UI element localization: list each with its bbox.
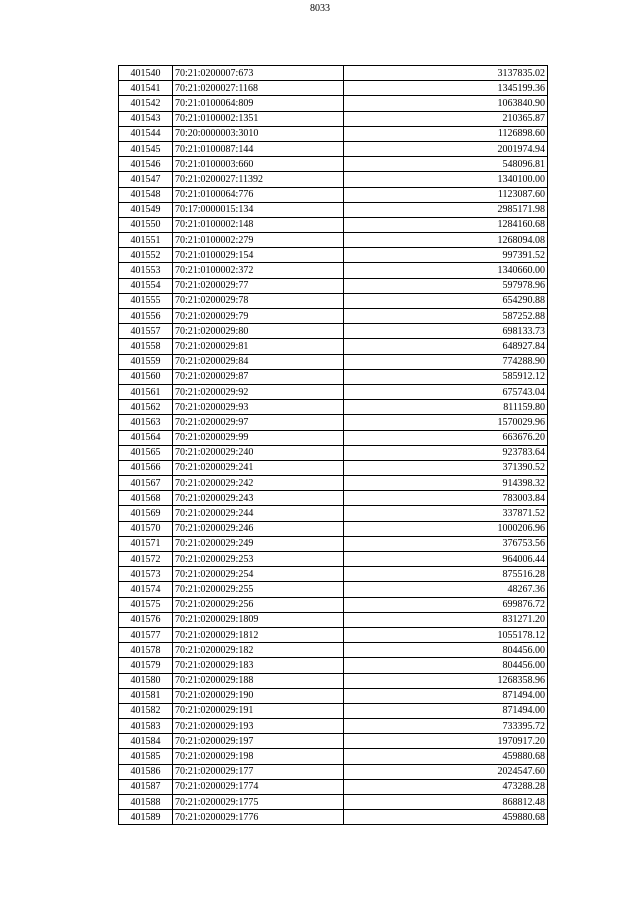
row-number-cell: 401576 xyxy=(119,612,173,627)
table-row xyxy=(119,749,548,764)
cadastral-code-cell: 70:21:0100002:279 xyxy=(173,233,344,248)
table-row xyxy=(119,233,548,248)
table-row xyxy=(119,643,548,658)
table-row xyxy=(119,612,548,627)
table-row xyxy=(119,248,548,263)
row-number-cell: 401588 xyxy=(119,795,173,810)
value-cell: 459880.68 xyxy=(344,749,548,764)
table-row xyxy=(119,536,548,551)
table-row xyxy=(119,369,548,384)
value-cell: 597978.96 xyxy=(344,278,548,293)
value-cell: 1126898.60 xyxy=(344,126,548,141)
cadastral-code-cell: 70:21:0200029:177 xyxy=(173,764,344,779)
cadastral-code-cell: 70:21:0200029:183 xyxy=(173,658,344,673)
value-cell: 376753.56 xyxy=(344,536,548,551)
cadastral-code-cell: 70:21:0200029:1775 xyxy=(173,795,344,810)
cadastral-code-cell: 70:21:0200029:240 xyxy=(173,445,344,460)
row-number-cell: 401552 xyxy=(119,248,173,263)
row-number-cell: 401582 xyxy=(119,703,173,718)
table-row xyxy=(119,141,548,156)
table-row xyxy=(119,597,548,612)
value-cell: 733395.72 xyxy=(344,719,548,734)
row-number-cell: 401565 xyxy=(119,445,173,460)
cadastral-code-cell: 70:21:0200029:256 xyxy=(173,597,344,612)
row-number-cell: 401563 xyxy=(119,415,173,430)
value-cell: 663676.20 xyxy=(344,430,548,445)
table-row xyxy=(119,567,548,582)
value-cell: 1340660.00 xyxy=(344,263,548,278)
table-row xyxy=(119,506,548,521)
table-row xyxy=(119,400,548,415)
cadastral-code-cell: 70:21:0200027:1168 xyxy=(173,81,344,96)
cadastral-code-cell: 70:21:0200029:92 xyxy=(173,384,344,399)
row-number-cell: 401561 xyxy=(119,384,173,399)
table-row xyxy=(119,658,548,673)
table-row xyxy=(119,491,548,506)
table-row xyxy=(119,293,548,308)
row-number-cell: 401583 xyxy=(119,719,173,734)
row-number-cell: 401581 xyxy=(119,688,173,703)
cadastral-code-cell: 70:21:0100002:1351 xyxy=(173,111,344,126)
cadastral-code-cell: 70:21:0200029:244 xyxy=(173,506,344,521)
cadastral-code-cell: 70:21:0200029:1812 xyxy=(173,627,344,642)
table-row xyxy=(119,217,548,232)
cadastral-code-cell: 70:21:0200029:80 xyxy=(173,324,344,339)
table-row xyxy=(119,126,548,141)
cadastral-code-cell: 70:21:0200029:255 xyxy=(173,582,344,597)
value-cell: 2024547.60 xyxy=(344,764,548,779)
row-number-cell: 401542 xyxy=(119,96,173,111)
value-cell: 871494.00 xyxy=(344,688,548,703)
cadastral-code-cell: 70:21:0200029:77 xyxy=(173,278,344,293)
table-row xyxy=(119,688,548,703)
table-row xyxy=(119,521,548,536)
value-cell: 868812.48 xyxy=(344,795,548,810)
table-row xyxy=(119,779,548,794)
cadastral-code-cell: 70:21:0100029:154 xyxy=(173,248,344,263)
cadastral-code-cell: 70:21:0200029:254 xyxy=(173,567,344,582)
row-number-cell: 401560 xyxy=(119,369,173,384)
row-number-cell: 401540 xyxy=(119,66,173,81)
value-cell: 1055178.12 xyxy=(344,627,548,642)
cadastral-code-cell: 70:21:0200027:11392 xyxy=(173,172,344,187)
row-number-cell: 401575 xyxy=(119,597,173,612)
cadastral-code-cell: 70:21:0200029:253 xyxy=(173,552,344,567)
value-cell: 875516.28 xyxy=(344,567,548,582)
cadastral-code-cell: 70:21:0100002:372 xyxy=(173,263,344,278)
cadastral-code-cell: 70:21:0200029:1776 xyxy=(173,810,344,825)
table-row xyxy=(119,187,548,202)
value-cell: 804456.00 xyxy=(344,643,548,658)
value-cell: 774288.90 xyxy=(344,354,548,369)
table-row xyxy=(119,309,548,324)
value-cell: 1268094.08 xyxy=(344,233,548,248)
value-cell: 1345199.36 xyxy=(344,81,548,96)
row-number-cell: 401571 xyxy=(119,536,173,551)
value-cell: 473288.28 xyxy=(344,779,548,794)
value-cell: 3137835.02 xyxy=(344,66,548,81)
cadastral-code-cell: 70:21:0200029:1809 xyxy=(173,612,344,627)
row-number-cell: 401559 xyxy=(119,354,173,369)
row-number-cell: 401553 xyxy=(119,263,173,278)
row-number-cell: 401567 xyxy=(119,476,173,491)
row-number-cell: 401541 xyxy=(119,81,173,96)
row-number-cell: 401574 xyxy=(119,582,173,597)
row-number-cell: 401546 xyxy=(119,157,173,172)
row-number-cell: 401578 xyxy=(119,643,173,658)
table-body xyxy=(119,66,548,825)
row-number-cell: 401557 xyxy=(119,324,173,339)
value-cell: 337871.52 xyxy=(344,506,548,521)
value-cell: 48267.36 xyxy=(344,582,548,597)
table-row xyxy=(119,445,548,460)
value-cell: 1123087.60 xyxy=(344,187,548,202)
row-number-cell: 401566 xyxy=(119,460,173,475)
cadastral-code-cell: 70:21:0200029:191 xyxy=(173,703,344,718)
row-number-cell: 401589 xyxy=(119,810,173,825)
cadastral-code-cell: 70:21:0200029:93 xyxy=(173,400,344,415)
cadastral-code-cell: 70:21:0200029:188 xyxy=(173,673,344,688)
cadastral-code-cell: 70:21:0200029:193 xyxy=(173,719,344,734)
row-number-cell: 401551 xyxy=(119,233,173,248)
row-number-cell: 401550 xyxy=(119,217,173,232)
row-number-cell: 401548 xyxy=(119,187,173,202)
row-number-cell: 401544 xyxy=(119,126,173,141)
cadastral-code-cell: 70:21:0200029:1774 xyxy=(173,779,344,794)
value-cell: 2985171.98 xyxy=(344,202,548,217)
row-number-cell: 401558 xyxy=(119,339,173,354)
table-row xyxy=(119,810,548,825)
table-row xyxy=(119,324,548,339)
table-row xyxy=(119,415,548,430)
value-cell: 831271.20 xyxy=(344,612,548,627)
cadastral-code-cell: 70:21:0200029:87 xyxy=(173,369,344,384)
value-cell: 548096.81 xyxy=(344,157,548,172)
table-row xyxy=(119,278,548,293)
row-number-cell: 401547 xyxy=(119,172,173,187)
cadastral-code-cell: 70:21:0200029:197 xyxy=(173,734,344,749)
table-row xyxy=(119,460,548,475)
value-cell: 1340100.00 xyxy=(344,172,548,187)
row-number-cell: 401555 xyxy=(119,293,173,308)
cadastral-code-cell: 70:21:0200029:241 xyxy=(173,460,344,475)
cadastral-code-cell: 70:21:0200029:97 xyxy=(173,415,344,430)
table-row xyxy=(119,111,548,126)
cadastral-code-cell: 70:21:0200029:182 xyxy=(173,643,344,658)
cadastral-code-cell: 70:21:0200029:242 xyxy=(173,476,344,491)
value-cell: 371390.52 xyxy=(344,460,548,475)
table-row xyxy=(119,703,548,718)
value-cell: 1268358.96 xyxy=(344,673,548,688)
cadastral-code-cell: 70:21:0200029:84 xyxy=(173,354,344,369)
table-row xyxy=(119,339,548,354)
table-row xyxy=(119,96,548,111)
cadastral-code-cell: 70:21:0200029:78 xyxy=(173,293,344,308)
cadastral-code-cell: 70:21:0200029:198 xyxy=(173,749,344,764)
table-row xyxy=(119,627,548,642)
cadastral-code-cell: 70:21:0200029:249 xyxy=(173,536,344,551)
row-number-cell: 401579 xyxy=(119,658,173,673)
table-row xyxy=(119,476,548,491)
value-cell: 997391.52 xyxy=(344,248,548,263)
value-cell: 1284160.68 xyxy=(344,217,548,232)
cadastral-code-cell: 70:21:0200029:243 xyxy=(173,491,344,506)
cadastral-code-cell: 70:21:0100003:660 xyxy=(173,157,344,172)
table-row xyxy=(119,172,548,187)
table-row xyxy=(119,734,548,749)
row-number-cell: 401587 xyxy=(119,779,173,794)
row-number-cell: 401554 xyxy=(119,278,173,293)
value-cell: 783003.84 xyxy=(344,491,548,506)
table-row xyxy=(119,795,548,810)
table-row xyxy=(119,202,548,217)
value-cell: 1000206.96 xyxy=(344,521,548,536)
value-cell: 698133.73 xyxy=(344,324,548,339)
row-number-cell: 401564 xyxy=(119,430,173,445)
row-number-cell: 401569 xyxy=(119,506,173,521)
value-cell: 811159.80 xyxy=(344,400,548,415)
row-number-cell: 401556 xyxy=(119,309,173,324)
cadastral-code-cell: 70:21:0100087:144 xyxy=(173,141,344,156)
value-cell: 648927.84 xyxy=(344,339,548,354)
page-number: 8033 xyxy=(310,3,330,14)
data-table xyxy=(118,65,548,825)
value-cell: 1970917.20 xyxy=(344,734,548,749)
value-cell: 587252.88 xyxy=(344,309,548,324)
row-number-cell: 401545 xyxy=(119,141,173,156)
table-row xyxy=(119,354,548,369)
value-cell: 964006.44 xyxy=(344,552,548,567)
row-number-cell: 401585 xyxy=(119,749,173,764)
value-cell: 699876.72 xyxy=(344,597,548,612)
table-row xyxy=(119,764,548,779)
table-row xyxy=(119,81,548,96)
row-number-cell: 401570 xyxy=(119,521,173,536)
value-cell: 1570029.96 xyxy=(344,415,548,430)
cadastral-code-cell: 70:21:0100064:776 xyxy=(173,187,344,202)
value-cell: 2001974.94 xyxy=(344,141,548,156)
table-row xyxy=(119,552,548,567)
row-number-cell: 401577 xyxy=(119,627,173,642)
value-cell: 804456.00 xyxy=(344,658,548,673)
row-number-cell: 401549 xyxy=(119,202,173,217)
row-number-cell: 401573 xyxy=(119,567,173,582)
row-number-cell: 401568 xyxy=(119,491,173,506)
row-number-cell: 401572 xyxy=(119,552,173,567)
value-cell: 585912.12 xyxy=(344,369,548,384)
row-number-cell: 401580 xyxy=(119,673,173,688)
cadastral-code-cell: 70:17:0000015:134 xyxy=(173,202,344,217)
table-row xyxy=(119,157,548,172)
row-number-cell: 401543 xyxy=(119,111,173,126)
value-cell: 1063840.90 xyxy=(344,96,548,111)
cadastral-code-cell: 70:21:0100064:809 xyxy=(173,96,344,111)
value-cell: 923783.64 xyxy=(344,445,548,460)
value-cell: 871494.00 xyxy=(344,703,548,718)
value-cell: 675743.04 xyxy=(344,384,548,399)
value-cell: 210365.87 xyxy=(344,111,548,126)
table-row xyxy=(119,582,548,597)
table-row xyxy=(119,430,548,445)
value-cell: 459880.68 xyxy=(344,810,548,825)
cadastral-code-cell: 70:21:0200029:246 xyxy=(173,521,344,536)
cadastral-code-cell: 70:21:0200007:673 xyxy=(173,66,344,81)
table-row xyxy=(119,384,548,399)
cadastral-code-cell: 70:21:0200029:81 xyxy=(173,339,344,354)
table-row xyxy=(119,719,548,734)
table-row xyxy=(119,673,548,688)
cadastral-code-cell: 70:21:0200029:190 xyxy=(173,688,344,703)
cadastral-code-cell: 70:21:0200029:79 xyxy=(173,309,344,324)
value-cell: 654290.88 xyxy=(344,293,548,308)
table-row xyxy=(119,263,548,278)
cadastral-code-cell: 70:21:0100002:148 xyxy=(173,217,344,232)
row-number-cell: 401584 xyxy=(119,734,173,749)
row-number-cell: 401586 xyxy=(119,764,173,779)
table-row xyxy=(119,66,548,81)
cadastral-code-cell: 70:20:0000003:3010 xyxy=(173,126,344,141)
cadastral-code-cell: 70:21:0200029:99 xyxy=(173,430,344,445)
row-number-cell: 401562 xyxy=(119,400,173,415)
value-cell: 914398.32 xyxy=(344,476,548,491)
